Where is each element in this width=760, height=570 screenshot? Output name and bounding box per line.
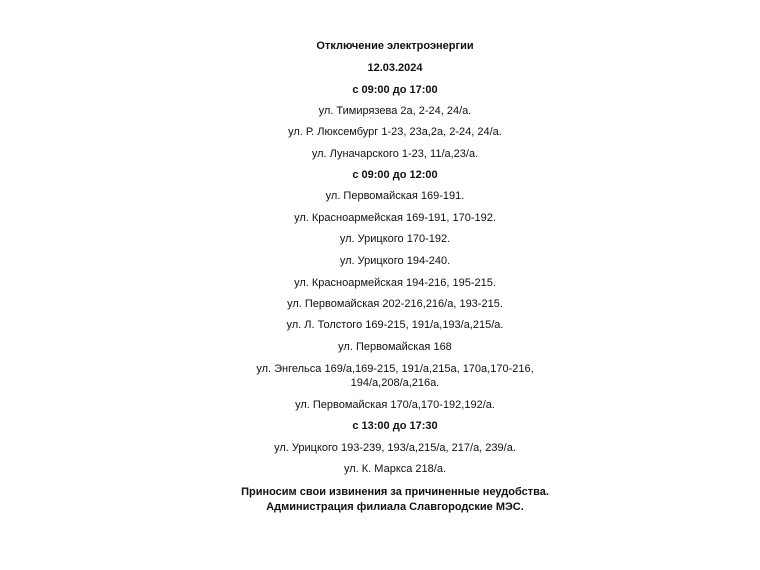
time-range-2: с 09:00 до 12:00 <box>352 169 438 181</box>
address-line: ул. К. Маркса 218/а. <box>343 463 447 475</box>
signature-text: Администрация филиала Славгородские МЭС. <box>266 501 524 513</box>
notice-title: Отключение электроэнергии <box>316 40 474 52</box>
time-range-1: с 09:00 до 17:00 <box>352 84 438 96</box>
address-line: ул. Урицкого 193-239, 193/а,215/а, 217/а, 239/а. <box>274 442 516 454</box>
address-line: ул. Р. Люксембург 1-23, 23а,2а, 2-24, 24/а. <box>288 126 502 138</box>
address-line: ул. Красноармейская 169-191, 170-192. <box>294 212 496 224</box>
address-line: ул. Первомайская 170/а,170-192,192/а. <box>295 399 495 411</box>
address-line: ул. Первомайская 169-191. <box>325 190 465 202</box>
address-line: ул. Первомайская 168 <box>338 341 452 353</box>
notice-date: 12.03.2024 <box>367 62 423 74</box>
address-line: ул. Урицкого 194-240. <box>339 255 451 267</box>
apology-text: Приносим свои извинения за причиненные неудобства. <box>241 486 549 498</box>
address-line: ул. Луначарского 1-23, 11/а,23/а. <box>311 148 479 160</box>
address-line: ул. Л. Толстого 169-215, 191/а,193/а,215/а. <box>286 319 504 331</box>
address-line: ул. Первомайская 202-216,216/а, 193-215. <box>287 298 503 310</box>
time-range-3: с 13:00 до 17:30 <box>352 420 438 432</box>
address-line: ул. Урицкого 170-192. <box>339 233 451 245</box>
address-line: ул. Энгельса 169/а,169-215, 191/а,215а, 170а,170-216, <box>256 363 534 375</box>
address-line-continued: 194/а,208/а,216а. <box>350 377 440 389</box>
address-line: ул. Красноармейская 194-216, 195-215. <box>294 277 496 289</box>
address-line: ул. Тимирязева 2а, 2-24, 24/а. <box>318 105 472 117</box>
